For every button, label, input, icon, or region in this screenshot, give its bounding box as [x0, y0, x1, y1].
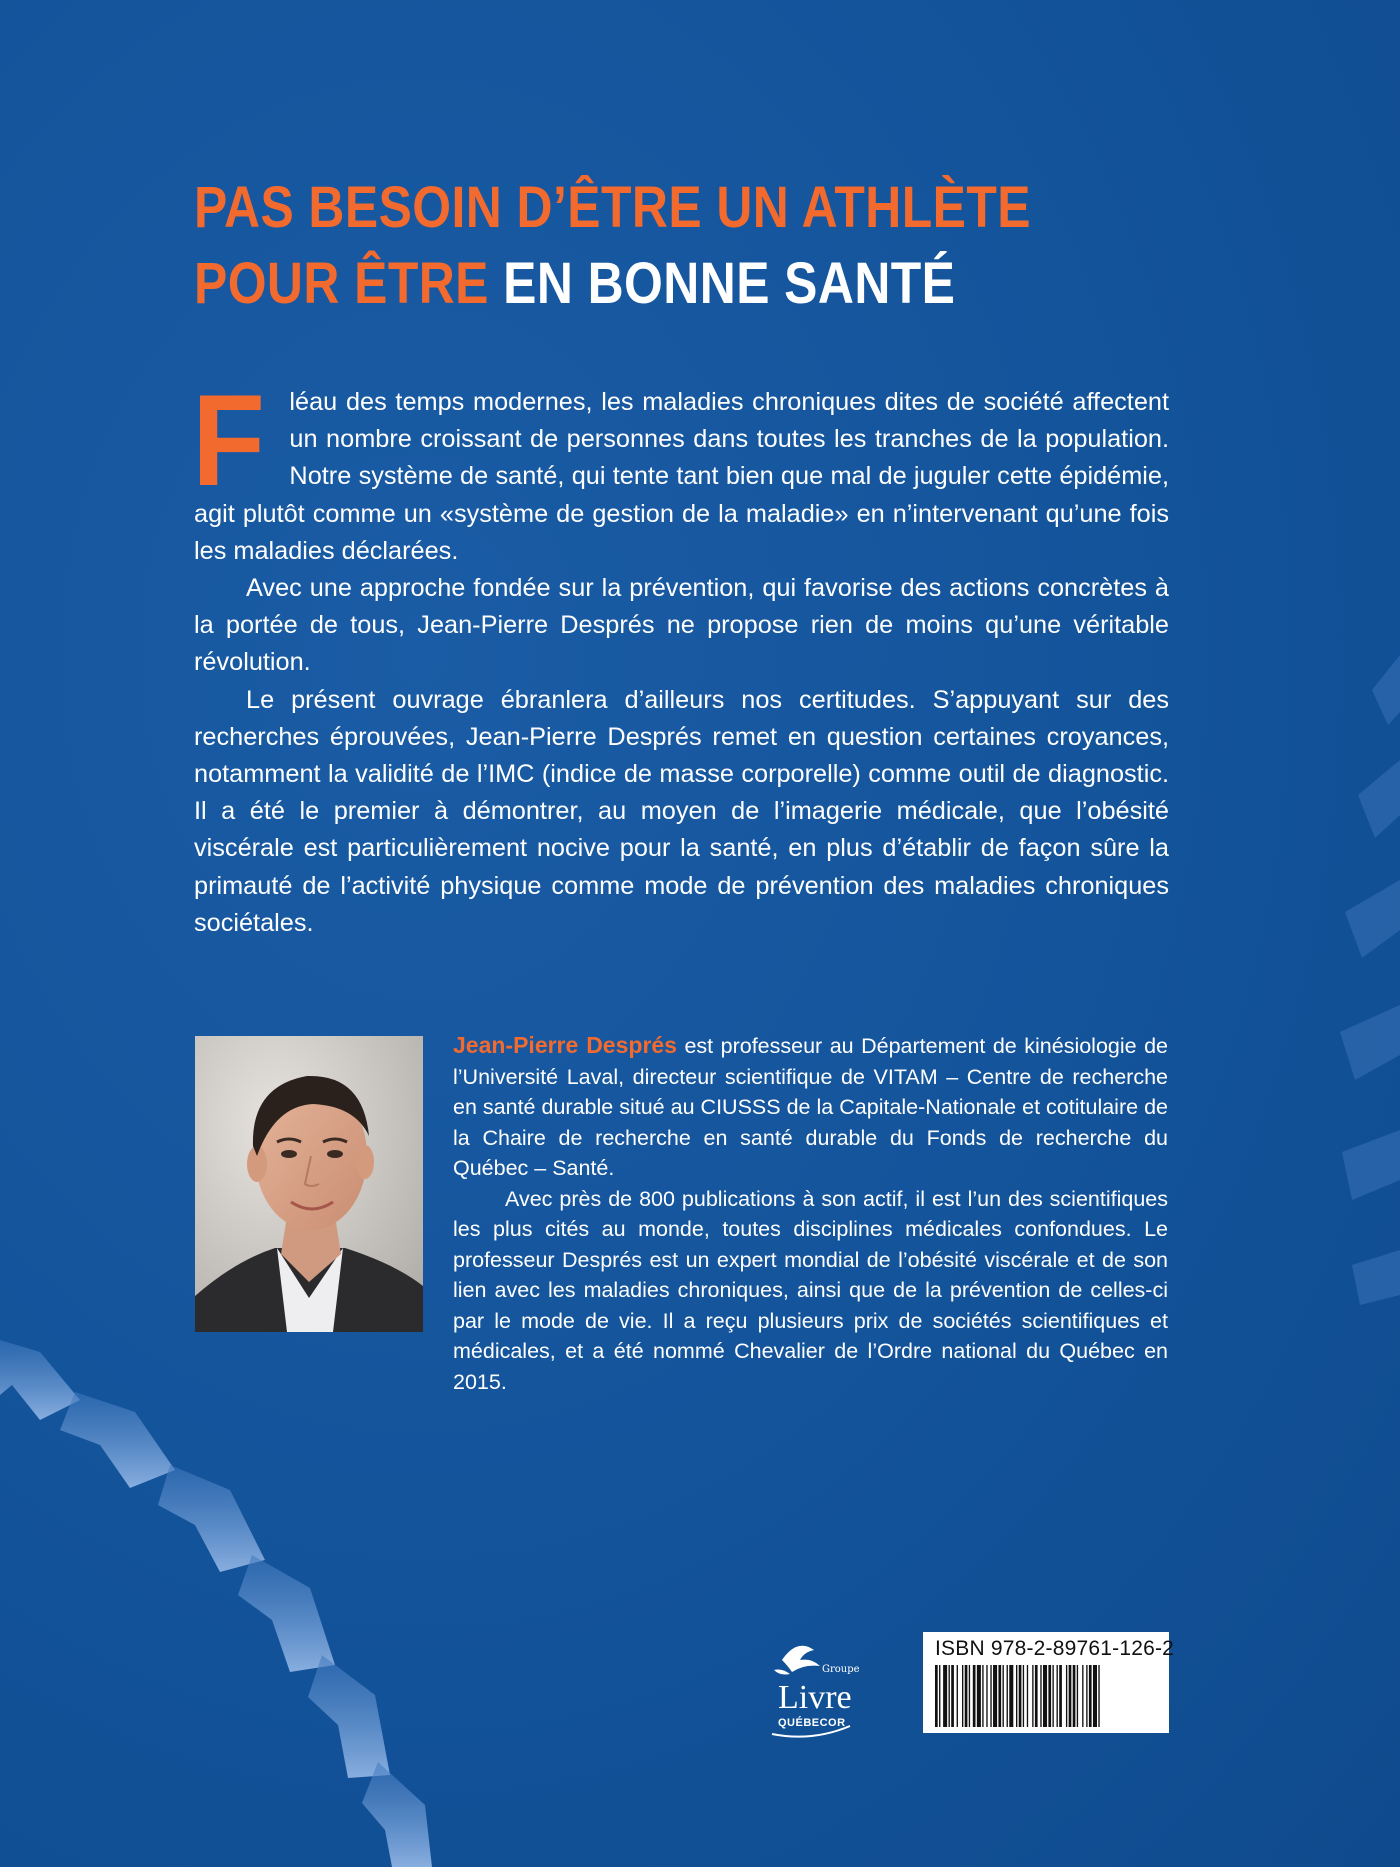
barcode-bar: [1086, 1665, 1087, 1727]
drop-cap: F: [192, 367, 266, 513]
bio-paragraph-1-text: est professeur au Département de kinésiologie de l’Université Laval, directeur scientifique de VITAM – Centre de recherche en santé durable situé au CIUSSS de la Capitale-Nationale et cotitulaire de la Chaire de recherche en santé durable du Fonds de recherche du Québec – Santé.: [453, 1034, 1168, 1180]
barcode-bar: [1019, 1665, 1022, 1727]
barcode-bar: [973, 1665, 976, 1727]
barcode-bar: [1043, 1665, 1047, 1727]
chevron-icon: [158, 1465, 265, 1572]
barcode-bar: [990, 1665, 991, 1727]
chevron-icon: [362, 1762, 432, 1867]
barcode-bar: [951, 1665, 954, 1727]
publisher-livre: Livre: [778, 1679, 852, 1716]
barcode-bar: [1023, 1665, 1024, 1727]
chevron-icon: [1372, 655, 1400, 725]
barcode-bar: [982, 1665, 983, 1727]
chevron-icon: [308, 1655, 390, 1778]
barcode-bar: [943, 1665, 947, 1727]
barcode-bar: [935, 1665, 938, 1727]
barcode-bar: [939, 1665, 940, 1727]
isbn-number: ISBN 978-2-89761-126-2: [935, 1637, 1175, 1660]
barcode-bar: [1016, 1665, 1017, 1727]
barcode-bar: [1077, 1665, 1078, 1727]
headline-line-1: PAS BESOIN D’ÊTRE UN ATHLÈTE: [194, 175, 1031, 240]
barcode-bar: [1040, 1665, 1041, 1727]
barcode-bar: [949, 1665, 950, 1727]
chevron-icon: [238, 1555, 335, 1672]
publisher-quebecor: QUÉBECOR: [778, 1717, 846, 1729]
paragraph-3: Le présent ouvrage ébranlera d’ailleurs nos certitudes. S’appuyant sur des recherches éprouvées, Jean-Pierre Després remet en question certaines croyances, notamment la validité de l’IMC (indice de masse corporelle) comme outil de diagnostic. Il a été le premier à démontrer, au moyen de l’imagerie médicale, que l’obésité viscérale est particulièrement nocive pour la santé, en plus d’établir de façon sûre la primauté de l’activité physique comme mode de prévention des maladies chroniques sociétales.: [194, 685, 1169, 937]
main-description: [192, 367, 1169, 942]
bio-paragraph-2: Avec près de 800 publications à son actif, il est l’un des scientifiques les plus cités au monde, toutes disciplines médicales confondues. Le professeur Després est un expert mondial de l’obésité viscérale et de son lien avec les maladies chroniques, ainsi que de la prévention de celles-ci par le mode de vie. Il a reçu plusieurs prix de sociétés scientifiques et médicales, et a été nommé Chevalier de l’Ordre national du Québec en 2015.: [453, 1186, 1168, 1394]
barcode-bar: [957, 1665, 958, 1727]
barcode-bar: [1066, 1665, 1067, 1727]
barcode-bar: [965, 1665, 968, 1727]
barcode-bar: [962, 1665, 963, 1727]
barcode-bar: [1069, 1665, 1072, 1727]
barcode-bar: [1082, 1665, 1083, 1727]
barcode-bar: [977, 1665, 981, 1727]
barcode-bar: [969, 1665, 970, 1727]
chevron-icon: [1352, 1250, 1400, 1305]
paragraph-1-text: léau des temps modernes, les maladies chroniques dites de société affectent un nombre croissant de personnes dans toutes les tranches de la population. Notre système de santé, qui tente tant bien que mal de juguler cette épidémie, agit plutôt comme un «système de gestion de la maladie» en n’intervenant qu’une fois les maladies déclarées.: [194, 388, 1169, 565]
headline: [194, 170, 1054, 322]
barcode-bar: [1059, 1665, 1062, 1727]
author-photo: [195, 1036, 423, 1332]
chevron-icon: [0, 1340, 80, 1420]
barcode-bar: [1035, 1665, 1038, 1727]
barcode-bar: [998, 1665, 1001, 1727]
barcode-bar: [1089, 1665, 1092, 1727]
chevron-icon: [1342, 1130, 1400, 1200]
barcode-bar: [1003, 1665, 1004, 1727]
barcode-bar: [1057, 1665, 1058, 1727]
isbn-box: [923, 1632, 1175, 1733]
barcode-bar: [1032, 1665, 1033, 1727]
publisher-logo: [752, 1630, 872, 1750]
barcode-bar: [1007, 1665, 1008, 1727]
barcode: [933, 1665, 1159, 1727]
chevron-icon: [1340, 1005, 1400, 1080]
bio-paragraph-1: [453, 1030, 1168, 1184]
barcode-bar: [1027, 1665, 1028, 1727]
author-bio: [453, 1030, 1168, 1397]
bird-icon: [782, 1646, 820, 1672]
headline-line-2-white: EN BONNE SANTÉ: [503, 251, 956, 316]
barcode-bar: [1093, 1665, 1097, 1727]
chevron-icon: [60, 1392, 175, 1488]
barcode-bar: [1052, 1665, 1053, 1727]
chevron-icon: [1358, 760, 1400, 838]
barcode-bar: [1009, 1665, 1013, 1727]
publisher-groupe: Groupe: [822, 1664, 860, 1675]
barcode-bar: [1073, 1665, 1076, 1727]
chevron-icon: [1345, 880, 1400, 958]
author-name: Jean-Pierre Després: [453, 1032, 677, 1058]
paragraph-2: Avec une approche fondée sur la prévention, qui favorise des actions concrètes à la portée de tous, Jean-Pierre Després ne propose rien de moins qu’une véritable révolution.: [194, 574, 1169, 677]
headline-line-2-orange: POUR ÊTRE: [194, 251, 489, 316]
barcode-bar: [1048, 1665, 1051, 1727]
paragraph-1: [192, 367, 1169, 570]
barcode-bar: [986, 1665, 987, 1727]
barcode-bar: [993, 1665, 997, 1727]
barcode-bar: [1098, 1665, 1099, 1727]
